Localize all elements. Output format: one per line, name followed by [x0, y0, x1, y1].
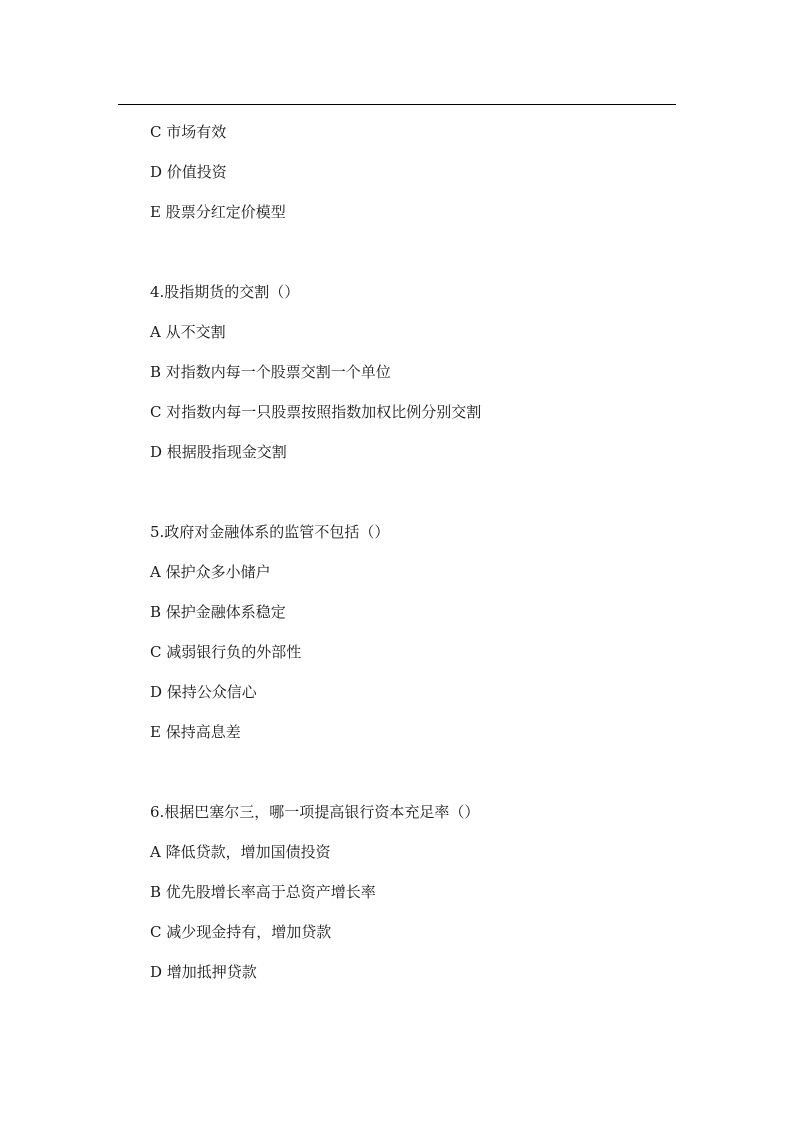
- option-d: D 增加抵押贷款: [150, 963, 257, 981]
- option-d: D 价值投资: [150, 163, 227, 181]
- spacer: [150, 758, 690, 798]
- option-c: C 对指数内每一只股票按照指数加权比例分别交割: [150, 403, 482, 421]
- question-4: [150, 278, 690, 478]
- option-c: C 市场有效: [150, 123, 227, 141]
- question-stem: 5.政府对金融体系的监管不包括（）: [150, 523, 390, 541]
- option-a: A 降低贷款，增加国债投资: [150, 843, 331, 861]
- option-a: A 从不交割: [150, 323, 226, 341]
- spacer: [150, 478, 690, 518]
- option-b: B 优先股增长率高于总资产增长率: [150, 883, 376, 901]
- option-c: C 减弱银行负的外部性: [150, 643, 302, 661]
- option-d: D 保持公众信心: [150, 683, 257, 701]
- question-stem: 6.根据巴塞尔三，哪一项提高银行资本充足率（）: [150, 803, 480, 821]
- question-6: [150, 798, 690, 998]
- spacer: [150, 238, 690, 278]
- option-e: E 保持高息差: [150, 723, 241, 741]
- option-b: B 保护金融体系稳定: [150, 603, 286, 621]
- option-c: C 减少现金持有，增加贷款: [150, 923, 332, 941]
- option-a: A 保护众多小储户: [150, 563, 271, 581]
- header-rule: [118, 104, 676, 105]
- option-e: E 股票分红定价模型: [150, 203, 286, 221]
- question-5: [150, 518, 690, 758]
- question-3-continuation: [150, 118, 690, 238]
- question-stem: 4.股指期货的交割（）: [150, 283, 300, 301]
- option-b: B 对指数内每一个股票交割一个单位: [150, 363, 391, 381]
- page-content: [150, 118, 690, 998]
- option-d: D 根据股指现金交割: [150, 443, 287, 461]
